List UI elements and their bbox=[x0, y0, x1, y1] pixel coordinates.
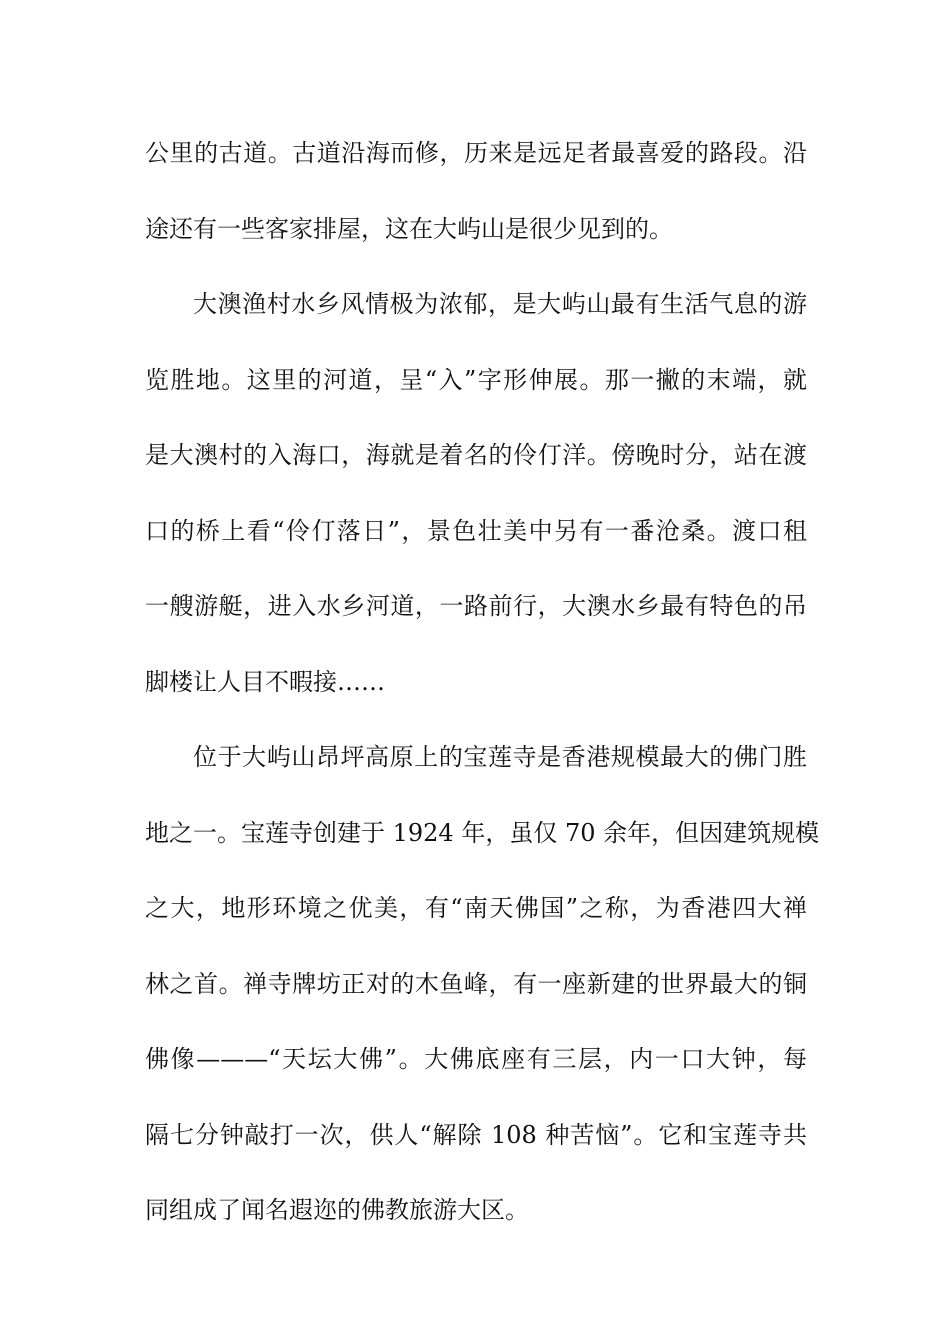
text-line: 一艘游艇，进入水乡河道，一路前行，大澳水乡最有特色的吊 bbox=[145, 592, 807, 620]
paragraph-2 bbox=[145, 267, 807, 720]
text-line: 大澳渔村水乡风情极为浓郁，是大屿山最有生活气息的游 bbox=[193, 290, 807, 318]
text-line: 公里的古道。古道沿海而修，历来是远足者最喜爱的路段。沿 bbox=[145, 139, 807, 167]
text-line: 途还有一些客家排屋，这在大屿山是很少见到的。 bbox=[145, 214, 673, 243]
text-line: 同组成了闻名遐迩的佛教旅游大区。 bbox=[145, 1196, 529, 1224]
body-text bbox=[145, 116, 820, 1249]
text-line: 隔七分钟敲打一次，供人“解除 108 种苦恼”。它和宝莲寺共 bbox=[145, 1120, 807, 1149]
text-line: 佛像———“天坛大佛”。大佛底座有三层，内一口大钟，每 bbox=[145, 1045, 807, 1073]
text-line: 之大，地形环境之优美，有“南天佛国”之称，为香港四大禅 bbox=[145, 894, 807, 922]
text-line: 林之首。禅寺牌坊正对的木鱼峰，有一座新建的世界最大的铜 bbox=[145, 969, 807, 998]
text-line: 地之一。宝莲寺创建于 1924 年，虽仅 70 余年，但因建筑规模 bbox=[145, 818, 820, 847]
paragraph-3 bbox=[145, 720, 820, 1249]
text-line: 口的桥上看“伶仃落日”，景色壮美中另有一番沧桑。渡口租 bbox=[145, 516, 807, 545]
text-line: 位于大屿山昂坪高原上的宝莲寺是香港规模最大的佛门胜 bbox=[193, 743, 807, 771]
text-line: 是大澳村的入海口，海就是着名的伶仃洋。傍晚时分，站在渡 bbox=[145, 441, 807, 469]
text-line: 脚楼让人目不暇接…… bbox=[145, 667, 385, 696]
paragraph-1 bbox=[145, 116, 807, 267]
text-line: 览胜地。这里的河道，呈“入”字形伸展。那一撇的末端，就 bbox=[145, 365, 807, 394]
